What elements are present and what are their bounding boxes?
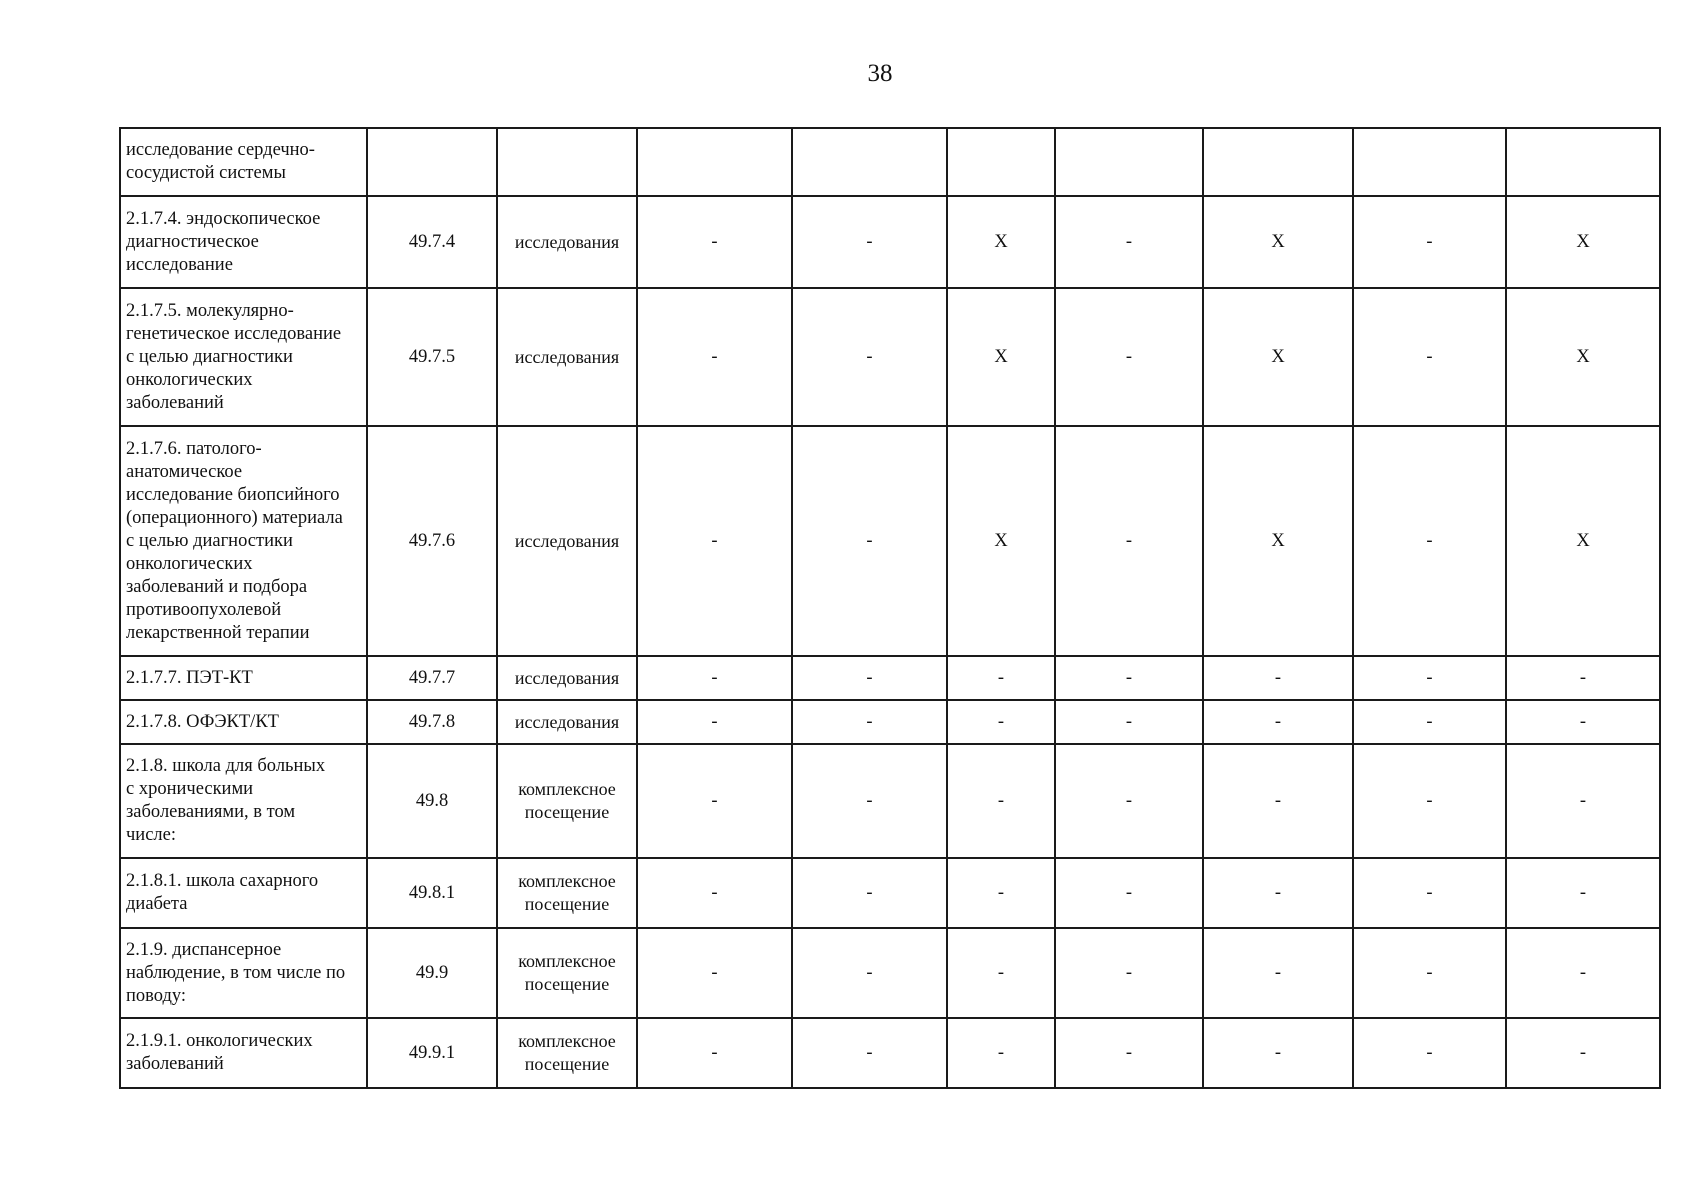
row-code: 49.7.6	[367, 426, 497, 656]
row-unit-cell	[497, 196, 637, 288]
row-code: 49.9.1	[367, 1018, 497, 1088]
value-cell: -	[1055, 858, 1203, 928]
value-cell: -	[1353, 928, 1506, 1018]
row-unit: комплексное посещение	[518, 779, 616, 822]
value-cell: X	[1506, 426, 1660, 656]
value-cell: -	[792, 744, 947, 858]
value-cell: -	[947, 744, 1055, 858]
value-cell: -	[1353, 288, 1506, 426]
value-cell: -	[1506, 858, 1660, 928]
value-cell: -	[1055, 288, 1203, 426]
table-row	[120, 700, 1660, 744]
value-cell: -	[1353, 426, 1506, 656]
row-unit-cell	[497, 656, 637, 700]
value-cell: -	[792, 928, 947, 1018]
value-cell: -	[1506, 744, 1660, 858]
row-unit-cell	[497, 128, 637, 196]
page-number: 38	[867, 60, 893, 87]
row-name-cell	[120, 426, 367, 656]
value-cell: -	[1203, 744, 1353, 858]
row-name: исследование сердечно- сосудистой системы	[126, 140, 315, 183]
value-cell: -	[792, 700, 947, 744]
row-code: 49.8	[367, 744, 497, 858]
value-cell: -	[792, 1018, 947, 1088]
value-cell: -	[1353, 858, 1506, 928]
table-row	[120, 288, 1660, 426]
row-unit-cell	[497, 700, 637, 744]
row-unit: комплексное посещение	[518, 1031, 616, 1074]
value-cell	[1353, 128, 1506, 196]
row-unit: исследования	[514, 346, 620, 367]
value-cell: -	[1506, 1018, 1660, 1088]
row-unit-cell	[497, 858, 637, 928]
value-cell: -	[637, 196, 792, 288]
value-cell: X	[947, 196, 1055, 288]
row-unit-cell	[497, 1018, 637, 1088]
value-cell: -	[1506, 656, 1660, 700]
row-name: 2.1.8. школа для больных с хроническими заболеваниями, в том числе:	[126, 756, 326, 845]
value-cell: -	[1203, 700, 1353, 744]
value-cell: X	[1506, 196, 1660, 288]
table-row	[120, 928, 1660, 1018]
value-cell: -	[1203, 656, 1353, 700]
row-code: 49.9	[367, 928, 497, 1018]
value-cell: X	[947, 288, 1055, 426]
value-cell: -	[792, 858, 947, 928]
table-body	[120, 128, 1660, 1088]
row-name-cell	[120, 656, 367, 700]
row-name: 2.1.7.8. ОФЭКТ/КТ	[126, 711, 279, 732]
table-row	[120, 426, 1660, 656]
value-cell: -	[637, 426, 792, 656]
data-table	[119, 127, 1661, 1089]
row-name-cell	[120, 858, 367, 928]
value-cell	[1203, 128, 1353, 196]
value-cell	[792, 128, 947, 196]
value-cell: -	[1055, 656, 1203, 700]
value-cell: -	[1203, 928, 1353, 1018]
value-cell: -	[1506, 700, 1660, 744]
value-cell: -	[792, 288, 947, 426]
row-name-cell	[120, 288, 367, 426]
value-cell: -	[792, 196, 947, 288]
value-cell: X	[1203, 288, 1353, 426]
table-row	[120, 196, 1660, 288]
value-cell	[947, 128, 1055, 196]
row-unit: исследования	[514, 667, 620, 688]
row-name: 2.1.8.1. школа сахарного диабета	[126, 871, 319, 914]
row-unit-cell	[497, 426, 637, 656]
row-code: 49.7.5	[367, 288, 497, 426]
value-cell: -	[1055, 426, 1203, 656]
value-cell: -	[792, 656, 947, 700]
value-cell: -	[637, 858, 792, 928]
value-cell: X	[1506, 288, 1660, 426]
value-cell: -	[1055, 744, 1203, 858]
value-cell: -	[637, 928, 792, 1018]
value-cell: -	[947, 700, 1055, 744]
value-cell: X	[947, 426, 1055, 656]
value-cell: -	[637, 700, 792, 744]
value-cell: -	[1055, 700, 1203, 744]
row-name-cell	[120, 196, 367, 288]
row-name-cell	[120, 700, 367, 744]
table-row	[120, 744, 1660, 858]
value-cell: -	[1055, 196, 1203, 288]
row-code	[367, 128, 497, 196]
value-cell: -	[947, 928, 1055, 1018]
value-cell: -	[637, 288, 792, 426]
row-unit-cell	[497, 744, 637, 858]
row-unit: исследования	[514, 231, 620, 252]
row-name-cell	[120, 928, 367, 1018]
row-unit: комплексное посещение	[518, 871, 616, 914]
row-name: 2.1.7.6. патолого- анатомическое исследование биопсийного (операционного) материала с целью диагностики онкологических заболеваний и подбора противоопухолевой лекарственной терапии	[126, 438, 343, 643]
row-name: 2.1.9. диспансерное наблюдение, в том числе по поводу:	[126, 939, 346, 1006]
value-cell: -	[1055, 1018, 1203, 1088]
row-code: 49.7.7	[367, 656, 497, 700]
row-name: 2.1.7.5. молекулярно- генетическое исследование с целью диагностики онкологических заболеваний	[126, 300, 342, 413]
row-code: 49.7.4	[367, 196, 497, 288]
row-unit: исследования	[514, 711, 620, 732]
value-cell: X	[1203, 426, 1353, 656]
value-cell: -	[1353, 196, 1506, 288]
value-cell: -	[1353, 1018, 1506, 1088]
value-cell: -	[947, 1018, 1055, 1088]
row-code: 49.7.8	[367, 700, 497, 744]
value-cell: -	[1353, 656, 1506, 700]
row-name: 2.1.7.7. ПЭТ-КТ	[126, 667, 253, 688]
row-name-cell	[120, 128, 367, 196]
table-row	[120, 858, 1660, 928]
table-row	[120, 1018, 1660, 1088]
row-name-cell	[120, 1018, 367, 1088]
value-cell: -	[1353, 700, 1506, 744]
row-name-cell	[120, 744, 367, 858]
value-cell: -	[1353, 744, 1506, 858]
table-row	[120, 656, 1660, 700]
value-cell: X	[1203, 196, 1353, 288]
value-cell: -	[1203, 1018, 1353, 1088]
value-cell	[637, 128, 792, 196]
value-cell	[1055, 128, 1203, 196]
table-row	[120, 128, 1660, 196]
value-cell: -	[1203, 858, 1353, 928]
value-cell: -	[637, 744, 792, 858]
row-code: 49.8.1	[367, 858, 497, 928]
value-cell: -	[637, 656, 792, 700]
row-name: 2.1.9.1. онкологических заболеваний	[126, 1031, 313, 1074]
value-cell: -	[1055, 928, 1203, 1018]
value-cell: -	[1506, 928, 1660, 1018]
row-unit: комплексное посещение	[518, 951, 616, 994]
row-name: 2.1.7.4. эндоскопическое диагностическое исследование	[126, 208, 321, 275]
row-unit-cell	[497, 928, 637, 1018]
value-cell: -	[792, 426, 947, 656]
value-cell	[1506, 128, 1660, 196]
row-unit: исследования	[514, 530, 620, 551]
row-unit-cell	[497, 288, 637, 426]
value-cell: -	[947, 858, 1055, 928]
value-cell: -	[947, 656, 1055, 700]
value-cell: -	[637, 1018, 792, 1088]
